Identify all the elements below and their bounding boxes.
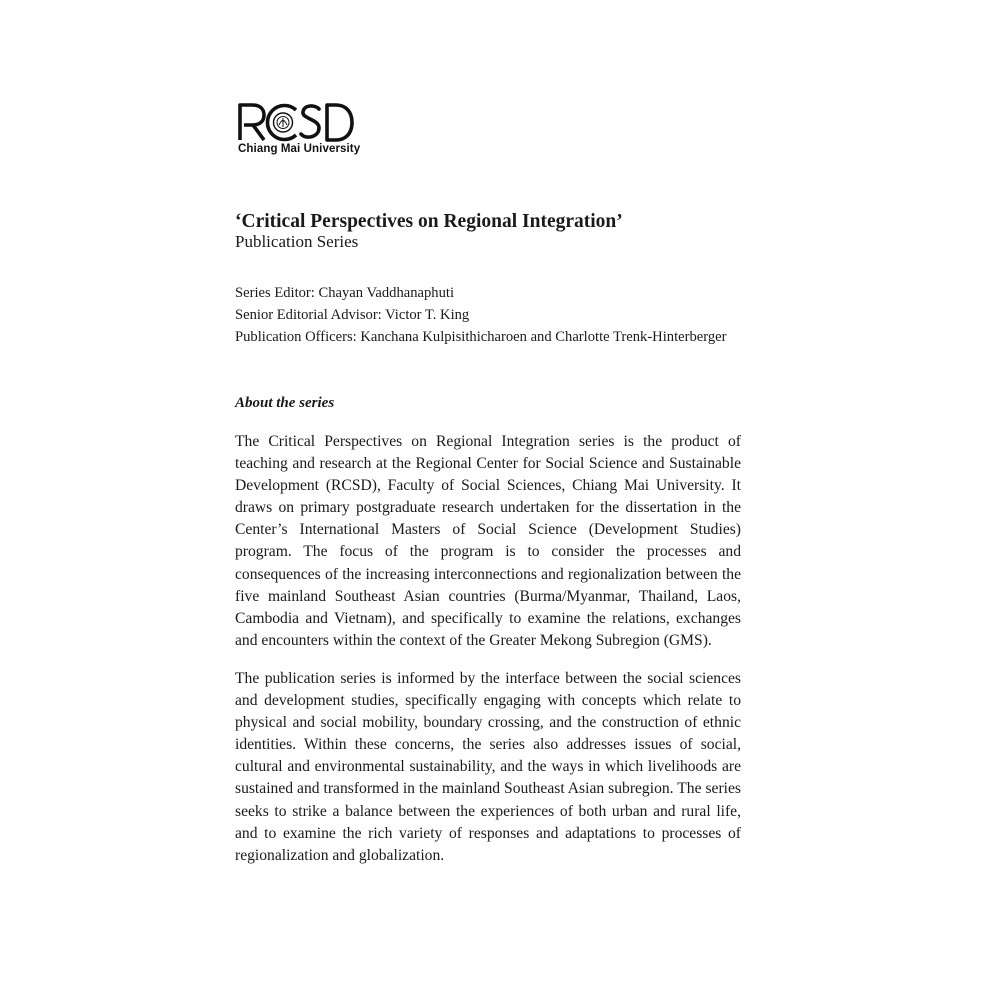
rcsd-logo: [236, 100, 361, 160]
about-paragraph-1: The Critical Perspectives on Regional Integration series is the product of teaching and research at the Regional Center for Social Science and Sustainable Development (RCSD), Faculty of Social Sciences, Chiang Mai University. It draws on primary postgraduate research undertaken for the dissertation in the Center’s International Masters of Social Science (Development Studies) program. The focus of the program is to consider the processes and consequences of the increasing interconnections and regionalization between the five mainland Southeast Asian countries (Burma/Myanmar, Thailand, Laos, Cambodia and Vietnam), and specifically to examine the relations, exchanges and encounters within the context of the Greater Mekong Subregion (GMS).: [235, 433, 741, 649]
series-subtitle: Publication Series: [235, 232, 359, 251]
logo-subtitle: Chiang Mai University: [238, 143, 361, 155]
credits-list: [235, 282, 741, 348]
series-editor-credit: Series Editor: Chayan Vaddhanaphuti: [235, 285, 454, 301]
series-title: ‘Critical Perspectives on Regional Integration’: [235, 211, 623, 232]
about-heading: About the series: [235, 395, 335, 411]
senior-editorial-advisor-credit: Senior Editorial Advisor: Victor T. King: [235, 307, 470, 323]
about-paragraph-2: The publication series is informed by the interface between the social sciences and development studies, specifically engaging with concepts which relate to physical and social mobility, boundary crossing, and the construction of ethnic identities. Within these concerns, the series also addresses issues of social, cultural and environmental sustainability, and the ways in which livelihoods are sustained and transformed in the mainland Southeast Asian subregion. The series seeks to strike a balance between the experiences of both urban and rural life, and to examine the rich variety of responses and adaptations to processes of regionalization and globalization.: [235, 670, 741, 864]
publication-officers-credit: Publication Officers: Kanchana Kulpisithicharoen and Charlotte Trenk-Hinterberger: [235, 329, 727, 345]
rcsd-logo-mark: [236, 100, 354, 144]
